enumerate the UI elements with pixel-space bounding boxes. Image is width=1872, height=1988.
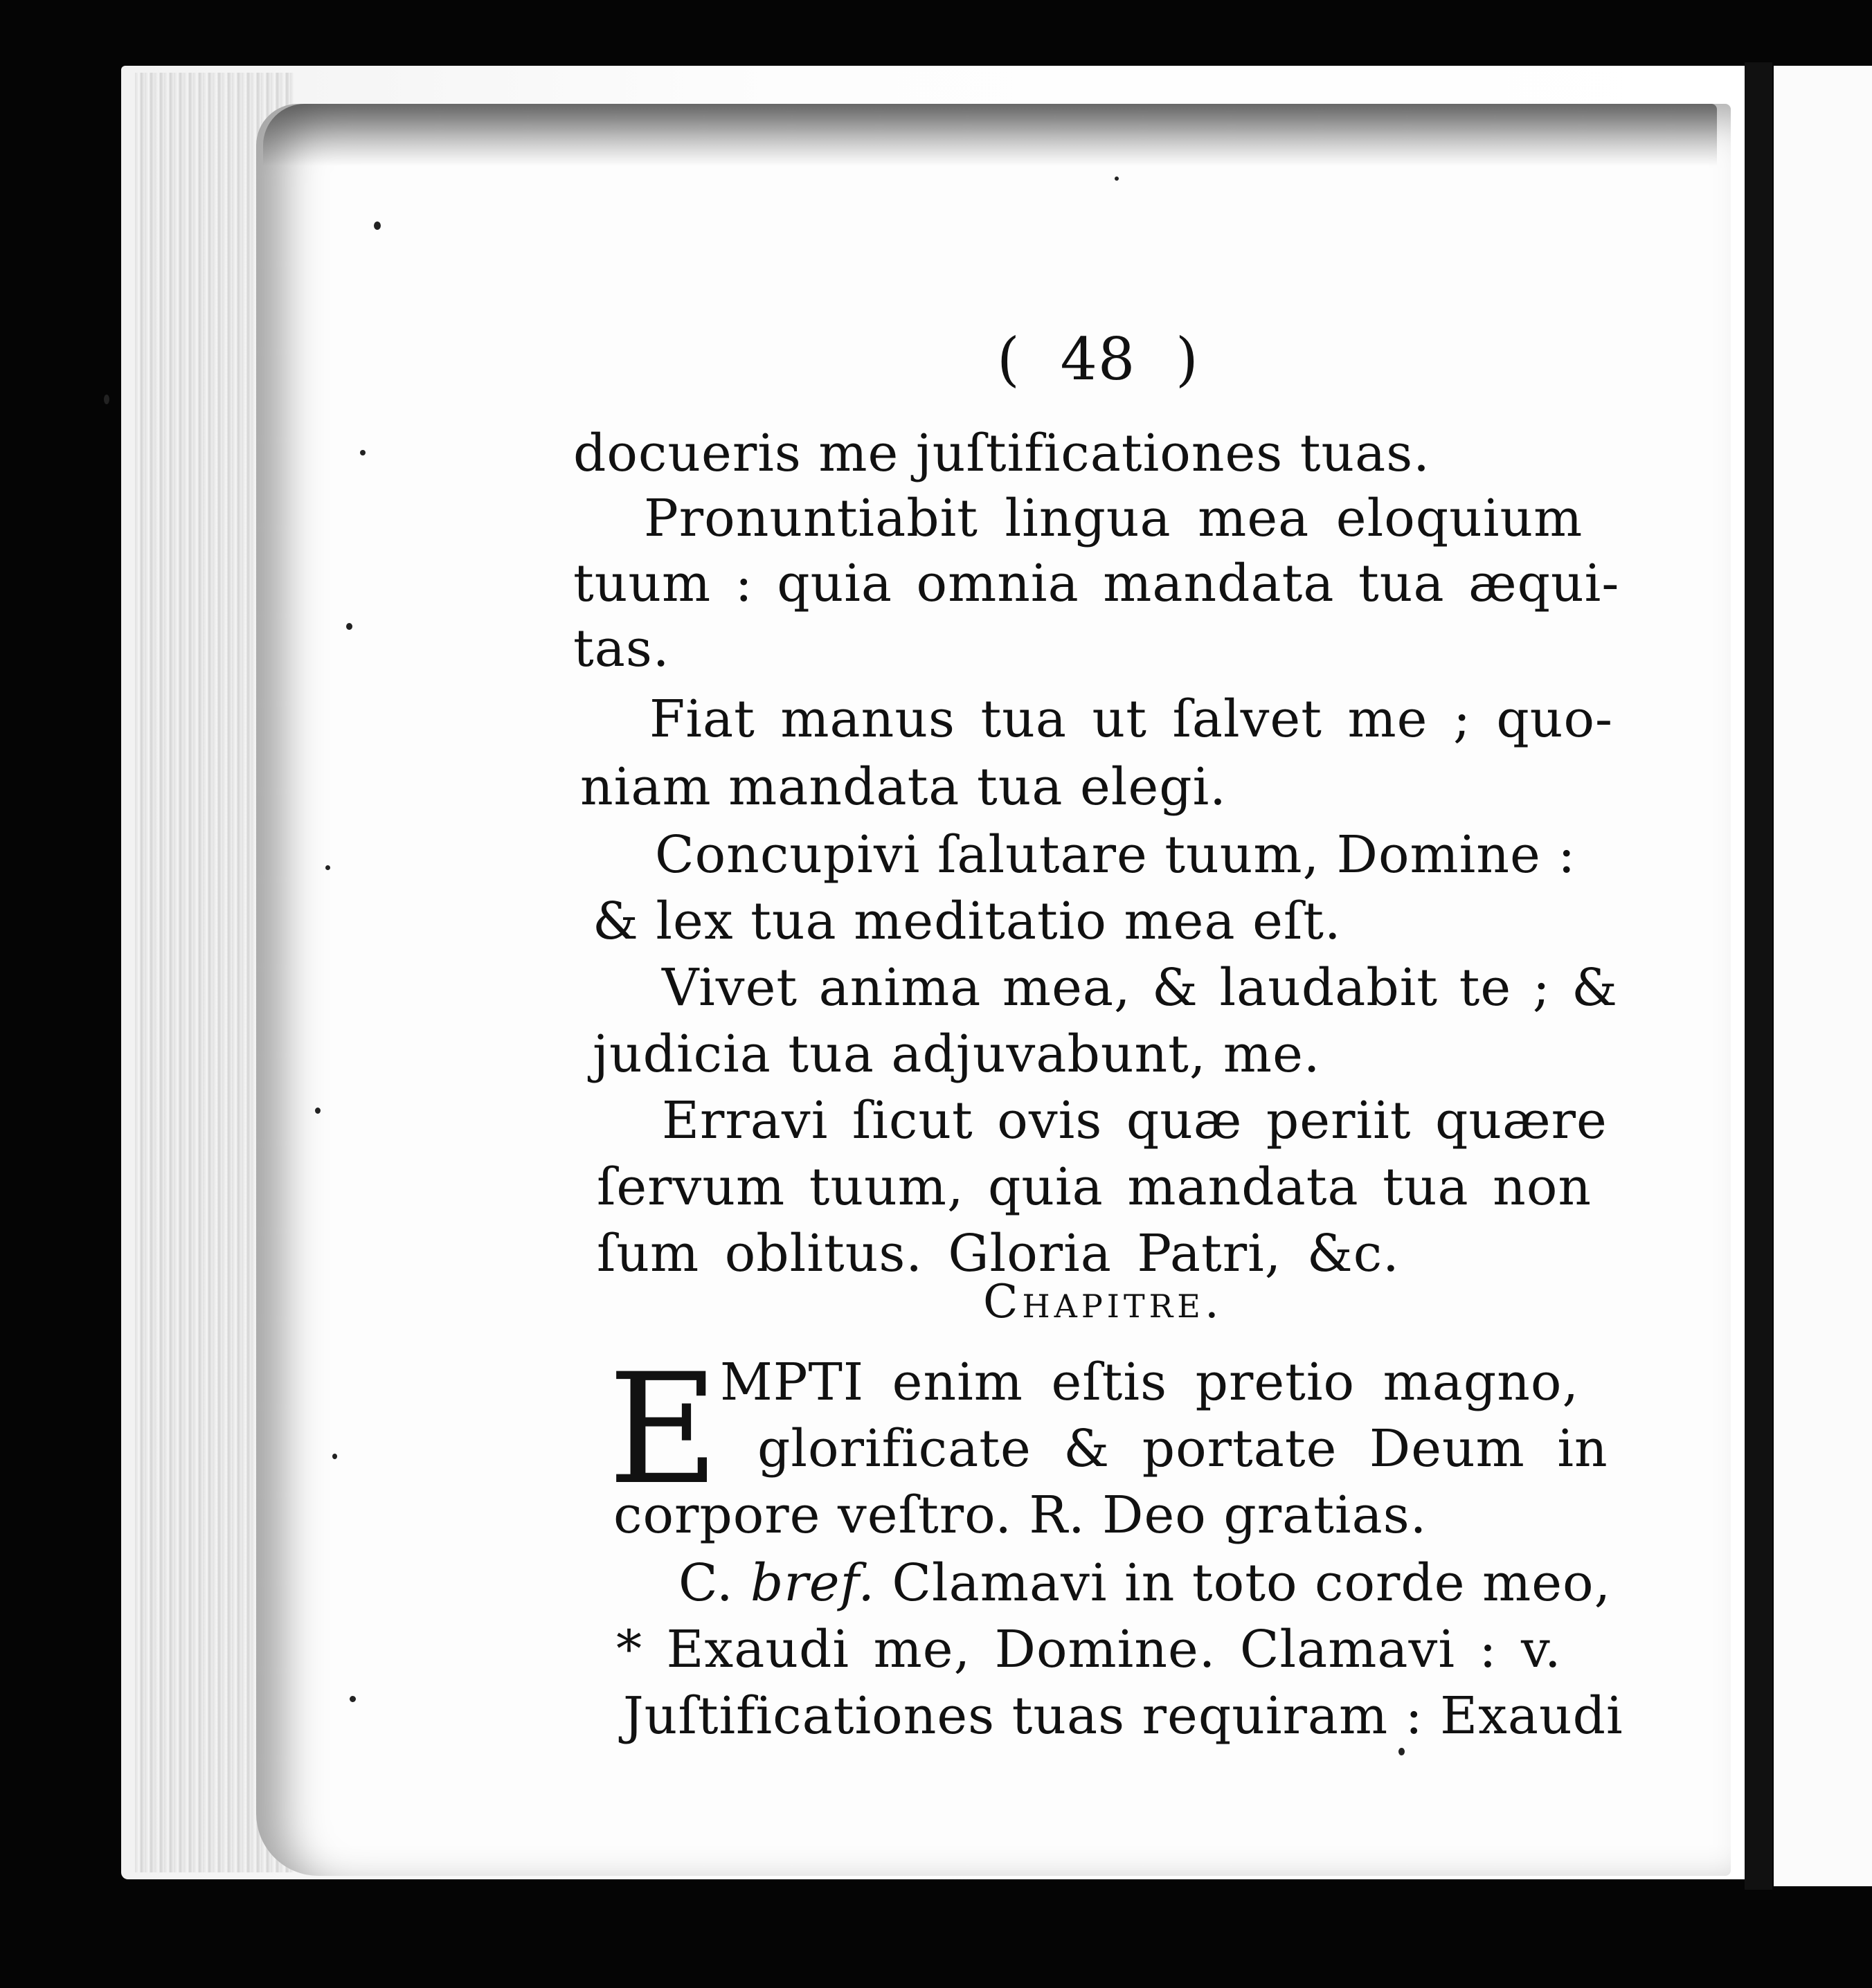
page-top-shadow bbox=[263, 104, 1717, 166]
drop-cap: E bbox=[608, 1341, 719, 1518]
text-line: judicia tua adjuvabunt, me. bbox=[593, 1024, 1321, 1084]
text-line: MPTI enim eſtis pretio magno, bbox=[720, 1353, 1579, 1412]
binding-gutter bbox=[1745, 62, 1772, 1890]
text-line: glorificate & portate Deum in bbox=[757, 1419, 1608, 1479]
text-line: corpore veſtro. R. Deo gratias. bbox=[613, 1485, 1428, 1545]
response-text: Clamavi in toto corde meo, bbox=[892, 1553, 1612, 1613]
response-c-label: C. bbox=[678, 1553, 734, 1613]
chapter-heading: Chapitre. bbox=[983, 1275, 1223, 1328]
text-line: ſum oblitus. Gloria Patri, &c. bbox=[597, 1224, 1400, 1283]
text-line: niam mandata tua elegi. bbox=[580, 757, 1227, 817]
text-line: Pronuntiabit lingua mea eloquium bbox=[644, 489, 1583, 548]
page-number: ( 48 ) bbox=[997, 325, 1199, 393]
text-line: Vivet anima mea, & laudabit te ; & bbox=[662, 958, 1619, 1018]
text-line: Fiat manus tua ut ſalvet me ; quo- bbox=[649, 689, 1614, 749]
text-line: tuum : quia omnia mandata tua æqui- bbox=[573, 554, 1620, 613]
text-line: Juſtificationes tuas requiram : Exaudi bbox=[623, 1686, 1623, 1746]
text-line: Erravi ſicut ovis quæ periit quære bbox=[662, 1091, 1608, 1150]
text-line: ſervum tuum, quia mandata tua non bbox=[597, 1157, 1592, 1217]
facing-page-edge bbox=[1774, 66, 1872, 1886]
text-line: & lex tua meditatio mea eſt. bbox=[593, 892, 1342, 951]
response-bref-label: bref. bbox=[750, 1553, 875, 1613]
response-line bbox=[678, 1553, 1612, 1613]
text-line: tas. bbox=[573, 619, 670, 678]
text-line: Concupivi ſalutare tuum, Domine : bbox=[655, 825, 1576, 885]
text-line: docueris me juſtificationes tuas. bbox=[573, 424, 1430, 483]
text-line: * Exaudi me, Domine. Clamavi : v. bbox=[616, 1620, 1562, 1679]
